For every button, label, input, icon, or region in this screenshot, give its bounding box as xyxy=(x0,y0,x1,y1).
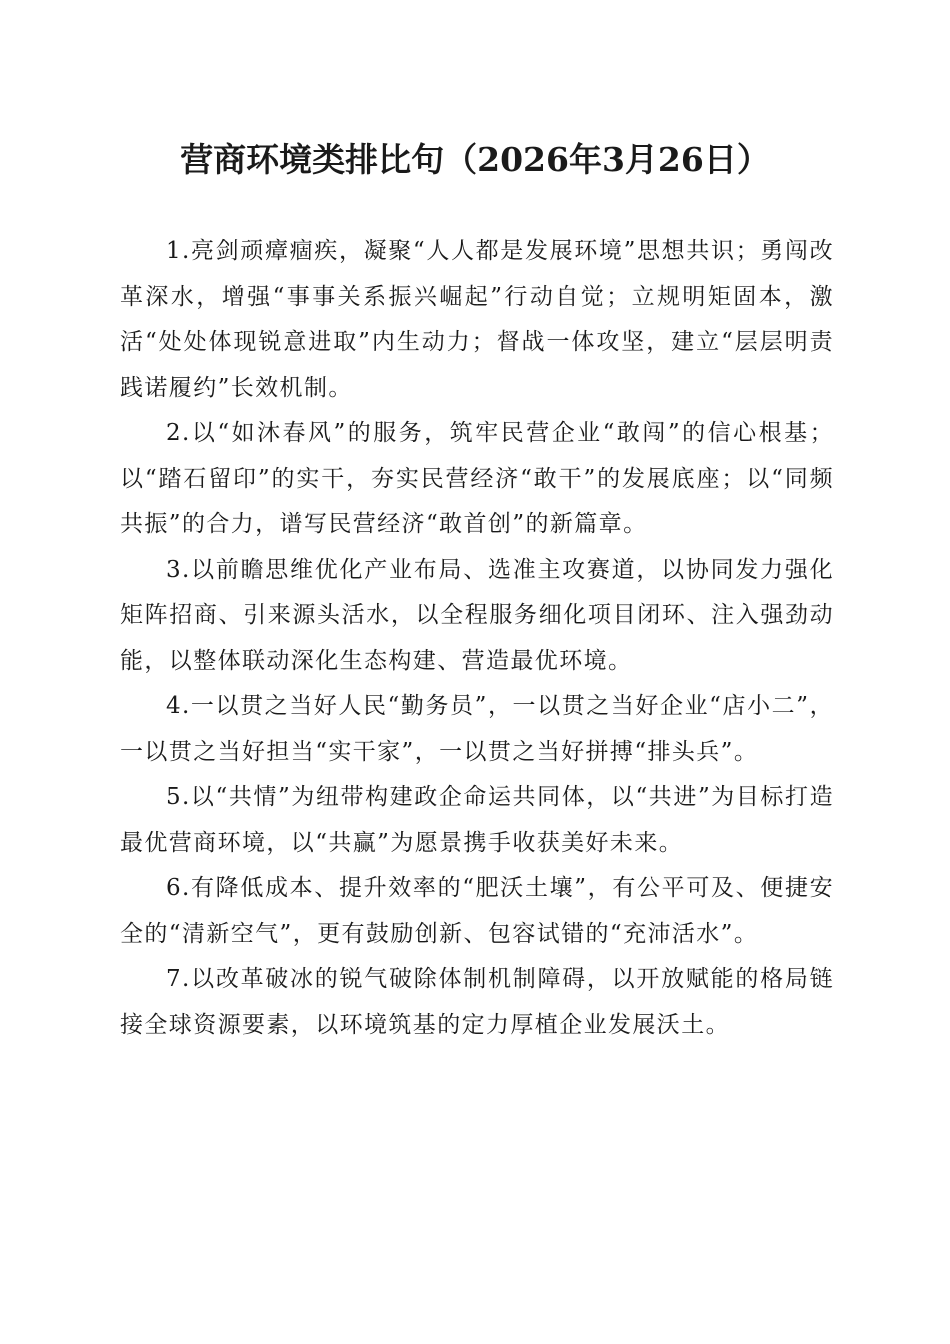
document-body xyxy=(120,229,834,1048)
paragraph-5: 5.以“共情”为纽带构建政企命运共同体，以“共进”为目标打造最优营商环境，以“共赢”为愿景携手收获美好未来。 xyxy=(120,784,834,856)
paragraph-7: 7.以改革破冰的锐气破除体制机制障碍，以开放赋能的格局链接全球资源要素，以环境筑基的定力厚植企业发展沃土。 xyxy=(120,966,834,1038)
paragraph-6: 6.有降低成本、提升效率的“肥沃土壤”，有公平可及、便捷安全的“清新空气”，更有鼓励创新、包容试错的“充沛活水”。 xyxy=(120,875,834,947)
paragraph-2: 2.以“如沐春风”的服务，筑牢民营企业“敢闯”的信心根基；以“踏石留印”的实干，夯实民营经济“敢干”的发展底座；以“同频共振”的合力，谱写民营经济“敢首创”的新篇章。 xyxy=(120,420,834,537)
paragraph-3: 3.以前瞻思维优化产业布局、选准主攻赛道，以协同发力强化矩阵招商、引来源头活水，以全程服务细化项目闭环、注入强劲动能，以整体联动深化生态构建、营造最优环境。 xyxy=(120,556,834,674)
document-title: 营商环境类排比句（2026年3月26日） xyxy=(180,140,770,179)
paragraph-4: 4.一以贯之当好人民“勤务员”，一以贯之当好企业“店小二”，一以贯之当好担当“实干家”，一以贯之当好拼搏“排头兵”。 xyxy=(120,693,834,765)
paragraph-1: 1.亮剑顽瘴痼疾，凝聚“人人都是发展环境”思想共识；勇闯改革深水，增强“事事关系振兴崛起”行动自觉；立规明矩固本，激活“处处体现锐意进取”内生动力；督战一体攻坚，建立“层层明责践诺履约”长效机制。 xyxy=(120,238,834,401)
